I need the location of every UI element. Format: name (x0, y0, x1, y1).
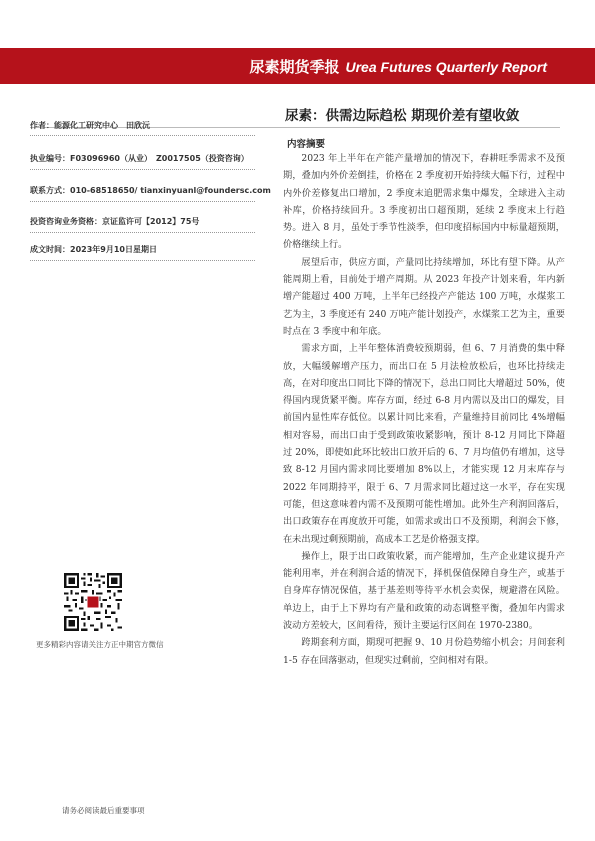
summary-paragraph: 展望后市，供应方面，产量同比持续增加，环比有望下降。从产能周期上看，目前处于增产周期。从 2023 年投产计划来看，年内新增产能超过 400 万吨，上半年已经投产产能达 100 万吨，水煤浆工艺为主，3 季度还有 240 万吨产能计划投产，水煤浆工艺为主，重要时点在 3 季度中和年底。 (283, 256, 565, 337)
contact-line: 联系方式：010-68518650/ tianxinyuanl@foundersc.com (30, 186, 271, 195)
date-line: 成文时间：2023年9月10日星期日 (30, 245, 157, 254)
meta-divider (30, 169, 255, 170)
summary-paragraph: 需求方面，上半年整体消费较预期弱，但 6、7 月消费的集中释放，大幅缓解增产压力，而出口在 5 月法检放松后，也环比持续走高，在对印度出口同比下降的情况下，总出口同比大增超过 50%，使得国内现货紧平衡。库存方面，经过 6-8 月内需以及出口的爆发，目前国内显性库存低位。以累计同比来看，产量维持目前同比 4%增幅相对容易，而出口由于受到政策收紧影响，预计 8-12 月同比下降超过 20%，即使如此环比较出口放开后的 6、7 月均值仍有增加，这导致 8-12 月国内需求同比要增加 8%以上，才能实现 12 月末库存与 2022 年同期持平，限于 6、7 月需求同比超过这一水平，存在实现可能，但这意味着内需不及预期可能性增加。此外生产利润回落后，出口政策存在再度放开可能，如需求或出口不及预期，利润会下修，在未出现过剩预期前，高成本工艺是价格强支撑。 (283, 343, 565, 545)
report-series-title-en: Urea Futures Quarterly Report (345, 59, 547, 75)
document-title: 尿素：供需边际趋松 期现价差有望收敛 (285, 108, 520, 124)
meta-divider (30, 201, 255, 202)
meta-divider (30, 232, 255, 233)
summary-body (283, 150, 565, 669)
summary-paragraph: 2023 年上半年在产能产量增加的情况下，春耕旺季需求不及预期，叠加内外价差倒挂，价格在 2 季度初开始持续大幅下行，过程中内外价差修复出口增加，2 季度末追肥需求集中爆发，全球进入主动补库，价格持续回升。3 季度初出口超预期，延续 2 季度末上行趋势。进入 8 月，虽处于季节性淡季，但印度招标国内中标量超预期，价格继续上行。 (283, 153, 565, 251)
summary-paragraph: 操作上，限于出口政策收紧，而产能增加，生产企业建议提升产能利用率，并在利润合适的情况下，择机保值保障自身生产，或基于自身库存情况保值，基于基差则等待平水机会卖保，规避潜在风险。单边上，由于上下界均有产量和政策的动态调整平衡，叠加年内需求波动方差较大，区间看待，预计主要运行区间在 1970-2380。 (283, 550, 565, 632)
qualification-line: 投资咨询业务资格：京证监许可【2012】75号 (30, 217, 200, 226)
license-line: 执业编号：F03096960（从业） Z0017505（投资咨询） (30, 154, 249, 163)
disclaimer-note: 请务必阅读最后重要事项 (62, 806, 145, 815)
meta-divider (30, 135, 255, 136)
author-line: 作者：能源化工研究中心 田欣沅 (30, 121, 150, 130)
wechat-qr-code-icon (62, 571, 124, 633)
meta-divider (30, 260, 255, 261)
summary-paragraph: 跨期套利方面，期现可把握 9、10 月份趋势缩小机会；月间套利 1-5 存在回落驱动，但现实过剩前，空间相对有限。 (283, 637, 565, 666)
report-series-title (249, 48, 547, 84)
report-series-title-cn: 尿素期货季报 (249, 58, 340, 76)
report-banner (0, 48, 595, 84)
summary-heading: 内容摘要 (287, 139, 326, 150)
wechat-follow-note: 更多精彩内容请关注方正中期官方微信 (36, 640, 164, 649)
